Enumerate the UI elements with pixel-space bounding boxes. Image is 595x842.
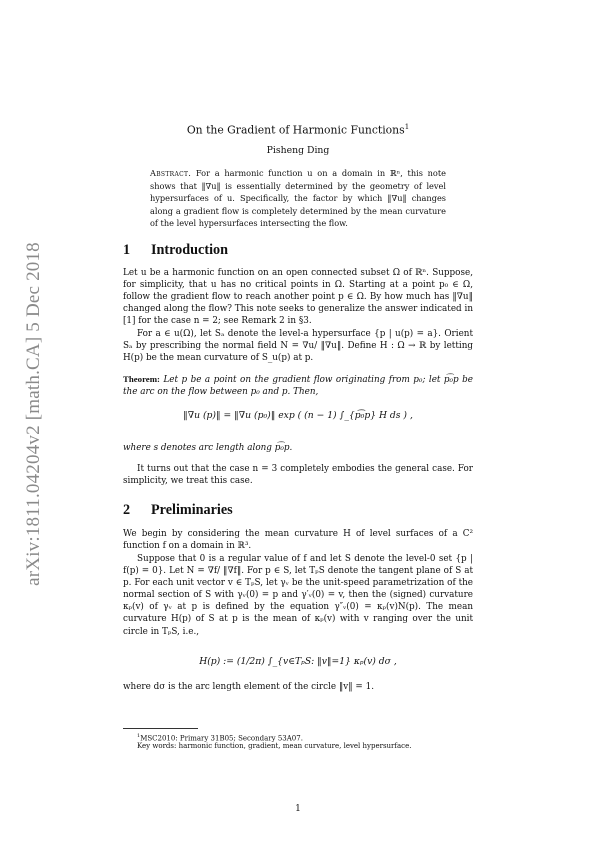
prelim-paragraph-2: Suppose that 0 is a regular value of f and let S denote the level-0 set {p | f(p) = 0}. Let N = ∇f/ ‖∇f‖. For p ∈ S, let TₚS denote the tangent plane of S at p. For each unit vector v ∈ TₚS, let γᵥ be the unit-speed parametrization of the normal section of S with γᵥ(0) = p and γ′ᵥ(0) = v, then the (signed) curvature κₚ(v) of γᵥ at p is defined by the equation γ″ᵥ(0) = κₚ(v)N(p). The mean curvature H(p) of S at p is the mean of κₚ(v) with v ranging over the unit circle in TₚS, i.e., bbox=[123, 554, 473, 637]
footnote-rule bbox=[123, 728, 198, 729]
author-name: Pisheng Ding bbox=[266, 145, 330, 156]
footnote-keywords: Key words: harmonic function, gradient, mean curvature, level hypersurface. bbox=[137, 742, 412, 750]
theorem-statement: Let p be a point on the gradient flow originating from p₀; let p͡₀p be the arc on the flow between p₀ and p. Then, bbox=[123, 375, 473, 398]
mean-curvature-equation: H(p) := (1/2π) ∫_{v∈TₚS: ‖v‖=1} κₚ(v) dσ , bbox=[199, 656, 397, 667]
footnote-mark: 1 bbox=[137, 733, 141, 739]
abstract bbox=[150, 167, 446, 230]
theorem bbox=[123, 373, 473, 398]
page-number: 1 bbox=[295, 804, 301, 814]
section-heading-preliminaries bbox=[123, 502, 233, 519]
theorem-equation: ‖∇u (p)‖ = ‖∇u (p₀)‖ exp ( (n − 1) ∫_{p͡₀p} H ds ) , bbox=[183, 410, 413, 421]
prelim-after-equation: where dσ is the arc length element of the circle ‖v‖ = 1. bbox=[123, 682, 374, 692]
arxiv-identifier: arXiv:1811.04204v2 [math.CA] 5 Dec 2018 bbox=[23, 242, 44, 586]
arxiv-side-stamp bbox=[14, 233, 54, 595]
paper-title-block bbox=[123, 123, 473, 137]
intro-paragraph-2: For a ∈ u(Ω), let Sₐ denote the level-a hypersurface {p | u(p) = a}. Orient Sₐ by prescribing the normal field N = ∇u/ ‖∇u‖. Define H : Ω → ℝ by letting H(p) be the mean curvature of S_u(p) at p. bbox=[123, 329, 473, 364]
prelim-paragraph-1: We begin by considering the mean curvature H of level surfaces of a C² function f on a domain in ℝ³. bbox=[123, 529, 473, 552]
abstract-heading: Abstract. bbox=[150, 168, 192, 178]
abstract-text: For a harmonic function u on a domain in ℝⁿ, this note shows that ‖∇u‖ is essentially determined by the geometry of level hypersurfaces of u. Specifically, the factor by which ‖∇u‖ changes along a gradient flow is completely determined by the mean curvature of the level hypersurfaces intersecting the flow. bbox=[150, 168, 446, 229]
section-number: 2 bbox=[123, 502, 131, 518]
section-heading-introduction bbox=[123, 242, 228, 259]
intro-paragraph-1: Let u be a harmonic function on an open connected subset Ω of ℝⁿ. Suppose, for simplicity, that u has no critical points in Ω. Starting at a point p₀ ∈ Ω, follow the gradient flow to reach another point p ∈ Ω. By how much has ‖∇u‖ changed along the flow? This note seeks to generalize the answer indicated in [1] for the case n = 2; see Remark 2 in §3. bbox=[123, 268, 473, 327]
title-footnote-mark: 1 bbox=[404, 123, 410, 131]
intro-paragraph-3: It turns out that the case n = 3 completely embodies the general case. For simplicity, we treat this case. bbox=[123, 464, 473, 487]
section-title: Introduction bbox=[151, 242, 228, 258]
section-title: Preliminaries bbox=[151, 502, 233, 518]
footnote-msc-text: MSC2010: Primary 31B05; Secondary 53A07. bbox=[140, 734, 303, 743]
theorem-after-equation: where s denotes arc length along p͡₀p. bbox=[123, 443, 293, 453]
section-number: 1 bbox=[123, 242, 131, 258]
paper-title: On the Gradient of Harmonic Functions bbox=[186, 123, 405, 137]
theorem-heading: Theorem: bbox=[123, 374, 160, 384]
